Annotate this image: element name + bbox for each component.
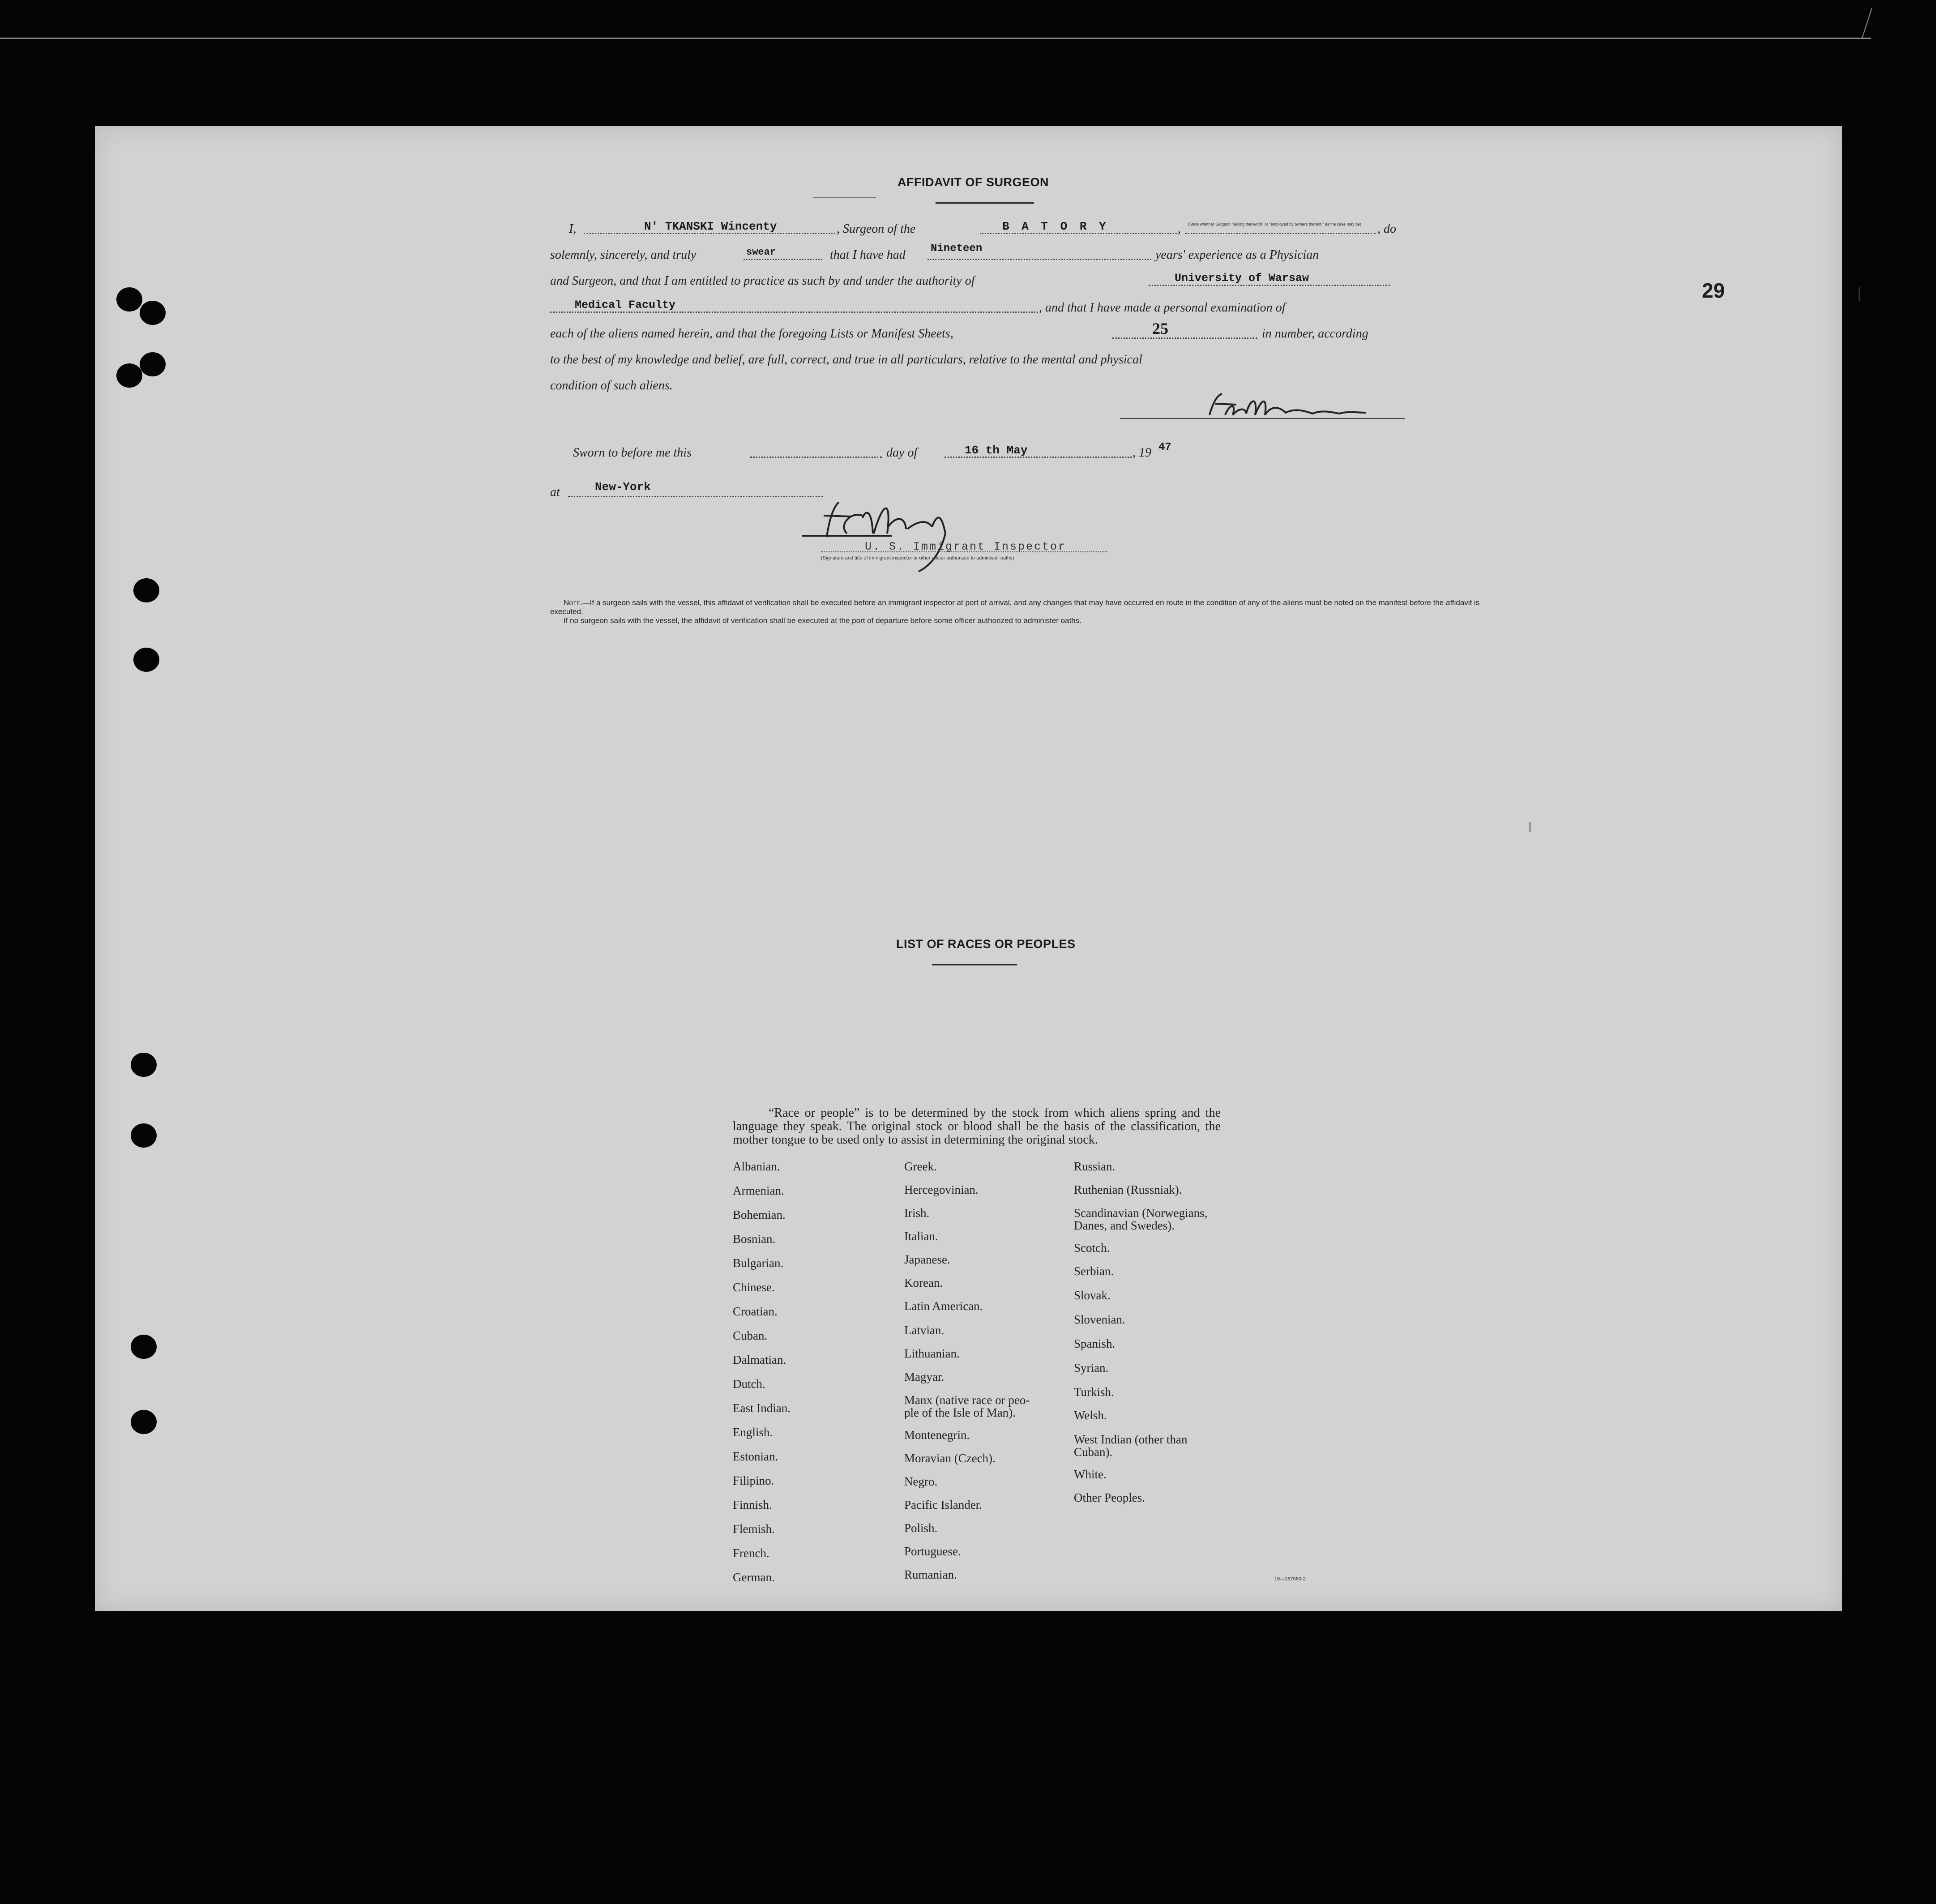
race-item: Negro.: [904, 1475, 938, 1488]
affidavit-line-2: solemnly, sincerely, and truly swear that I have had Nineteen years' experience as a Physician: [550, 246, 1445, 264]
race-item: White.: [1074, 1468, 1107, 1481]
race-item: German.: [733, 1571, 775, 1584]
inspector-title: U. S. Immigrant Inspector: [865, 540, 1067, 553]
oath-word: swear: [746, 247, 776, 258]
race-item: Spanish.: [1074, 1337, 1115, 1350]
race-item: Dalmatian.: [733, 1353, 786, 1366]
sheet-count: 25: [1152, 320, 1168, 337]
punch-hole: [133, 578, 159, 602]
manifest-sheet: [95, 126, 1842, 1611]
race-item: Montenegrin.: [904, 1428, 970, 1442]
punch-hole: [131, 1123, 157, 1148]
race-item: Filipino.: [733, 1474, 774, 1487]
form-number: 16—187060-2: [1274, 1576, 1306, 1582]
at-line: at New-York: [550, 483, 1445, 501]
surgeon-name: N' TKANSKI Wincenty: [644, 220, 777, 233]
fill-line: [750, 457, 882, 458]
vessel-name: B A T O R Y: [1002, 220, 1109, 233]
race-item: Bulgarian.: [733, 1256, 784, 1270]
surgeon-signature: [1205, 390, 1393, 422]
races-title: LIST OF RACES OR PEOPLES: [896, 937, 1076, 951]
race-item: Cuban.: [733, 1329, 768, 1342]
margin-tick: [1859, 287, 1860, 301]
sworn-place: New-York: [595, 480, 651, 494]
affidavit-line-3: and Surgeon, and that I am entitled to practice as such by and under the authority of University of Warsaw: [550, 272, 1445, 290]
race-item: Hercegovinian.: [904, 1183, 979, 1196]
affidavit-line-6: to the best of my knowledge and belief, are full, correct, and true in all particulars, relative to the mental and physical: [550, 353, 1142, 367]
race-item: Finnish.: [733, 1498, 772, 1511]
affidavit-note: Note.—If a surgeon sails with the vessel, this affidavit of verification shall be executed before an immigrant inspector at port of arrival, and any changes that may have occurred en route in the condition of any of the aliens must be noted on the manifest before the affidavit is executed. If no surgeon sails with the vessel, the affidavit of verification shall be executed at the port of departure before some officer authorized to administer oaths.: [550, 598, 1480, 625]
race-item: Russian.: [1074, 1160, 1115, 1173]
years-experience: Nineteen: [931, 243, 983, 255]
punch-hole: [116, 287, 142, 312]
race-item: Serbian.: [1074, 1264, 1114, 1278]
pen-mark: [813, 197, 876, 198]
race-item: Slovak.: [1074, 1289, 1111, 1302]
title-rule: [936, 202, 1034, 204]
race-item: Flemish.: [733, 1522, 775, 1536]
race-item: Ruthenian (Russniak).: [1074, 1183, 1182, 1196]
race-item: Estonian.: [733, 1450, 778, 1463]
film-edge-line: [0, 38, 1871, 39]
surgeon-status-note: (State whether Surgeon "sailing therewith" or "employed by owners thereof," as the case may be): [1188, 222, 1361, 226]
fill-line: [1112, 337, 1257, 339]
race-item: Manx (native race or peo- ple of the Isle of Man).: [904, 1393, 1030, 1419]
race-item: Moravian (Czech).: [904, 1451, 996, 1465]
race-item: Pacific Islander.: [904, 1498, 982, 1511]
race-item: Chinese.: [733, 1281, 775, 1294]
inspector-caption: (Signature and title of immigrant inspector or other officer authorized to administer oaths): [821, 555, 1014, 561]
punch-hole: [116, 363, 142, 388]
punch-hole: [140, 352, 166, 376]
page-number: 29: [1702, 279, 1725, 302]
punch-hole: [133, 648, 159, 672]
race-item: Italian.: [904, 1229, 938, 1243]
race-item: Armenian.: [733, 1184, 784, 1197]
affidavit-line-7: condition of such aliens.: [550, 379, 673, 393]
affidavit-line-1: I, N' TKANSKI Wincenty , Surgeon of the B A T O R Y , (State whether Surgeon "sailing therewith" or "employed by owners thereof," as the case may be) , do: [550, 220, 1445, 238]
race-item: Bosnian.: [733, 1232, 776, 1246]
sworn-line: Sworn to before me this day of 16 th May , 19 47: [573, 444, 1468, 462]
race-item: East Indian.: [733, 1401, 791, 1415]
sworn-year: 47: [1158, 441, 1171, 453]
race-item: Greek.: [904, 1160, 937, 1173]
race-item: Syrian.: [1074, 1361, 1109, 1375]
race-item: Rumanian.: [904, 1568, 957, 1581]
race-item: Irish.: [904, 1206, 930, 1220]
race-item: Other Peoples.: [1074, 1491, 1145, 1504]
race-item: Latin American.: [904, 1299, 983, 1313]
races-intro: “Race or people” is to be determined by the stock from which aliens spring and the language they speak. The original stock or blood shall be the basis of the classification, the mother tongue to be used only to assist in determining the original stock.: [733, 1106, 1221, 1147]
race-item: Magyar.: [904, 1370, 944, 1383]
punch-hole: [131, 1335, 157, 1359]
fill-line: [927, 259, 1151, 260]
sworn-date: 16 th May: [965, 444, 1028, 457]
race-item: English.: [733, 1426, 773, 1439]
race-item: Slovenian.: [1074, 1313, 1125, 1326]
punch-hole: [131, 1053, 157, 1077]
punch-hole: [140, 301, 166, 325]
race-item: French.: [733, 1546, 769, 1560]
affidavit-line-5: each of the aliens named herein, and that the foregoing Lists or Manifest Sheets, 25 in number, according: [550, 320, 1368, 341]
race-item: Polish.: [904, 1521, 938, 1535]
race-item: Dutch.: [733, 1377, 765, 1391]
race-item: West Indian (other than Cuban).: [1074, 1433, 1188, 1459]
film-corner-mark: [1862, 8, 1872, 38]
race-item: Albanian.: [733, 1160, 780, 1173]
affidavit-line-4: Medical Faculty , and that I have made a personal examination of: [550, 299, 1445, 317]
affidavit-title: AFFIDAVIT OF SURGEON: [897, 175, 1049, 189]
race-item: Scandinavian (Norwegians, Danes, and Swedes).: [1074, 1206, 1208, 1232]
race-item: Lithuanian.: [904, 1347, 960, 1360]
authority-continued: Medical Faculty: [575, 299, 676, 312]
race-item: Korean.: [904, 1276, 943, 1289]
race-item: Latvian.: [904, 1323, 944, 1337]
race-item: Portuguese.: [904, 1545, 961, 1558]
race-item: Scotch.: [1074, 1241, 1110, 1255]
race-item: Welsh.: [1074, 1409, 1107, 1422]
title-rule: [932, 964, 1017, 965]
race-item: Croatian.: [733, 1305, 778, 1318]
race-item: Japanese.: [904, 1253, 950, 1266]
race-item: Bohemian.: [733, 1208, 786, 1221]
punch-hole: [131, 1410, 157, 1434]
fill-line: [1185, 233, 1376, 234]
race-item: Turkish.: [1074, 1385, 1114, 1399]
authority: University of Warsaw: [1175, 272, 1309, 285]
